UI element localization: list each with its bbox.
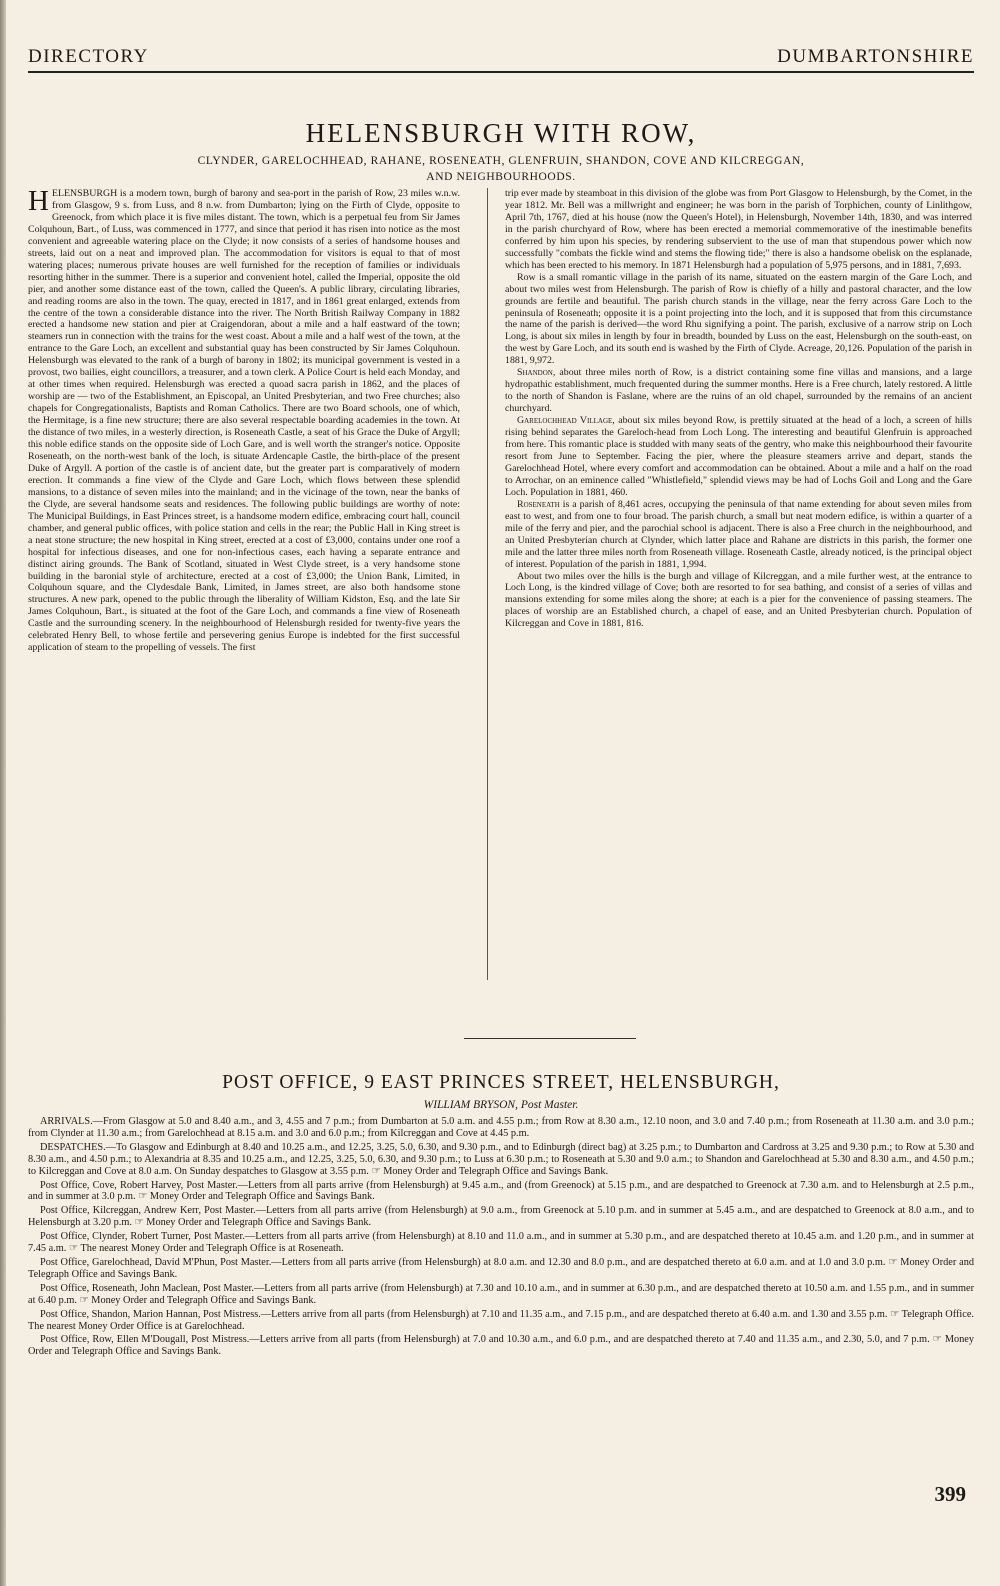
shandon-text: about three miles north of Row, is a district containing some fine villas and mansions, and a large hydropathic establishment, much frequented during the summer months. Here is a Free church, lately restored. A little to the north of Shandon is Faslane, where are the ruins of an old chapel, surrounded by the remains of an ancient churchyard. (505, 367, 972, 415)
running-header (28, 40, 974, 70)
section-title: HELENSBURGH WITH ROW, (305, 118, 697, 148)
shandon-lead: Shandon, (517, 367, 556, 379)
drop-cap: H (28, 188, 49, 217)
right-paragraph-row: Row is a small romantic village in the parish of its name, situated on the eastern margin of the Gare Loch, and about two miles west from Helensburgh. The parish of Row is chiefly of a hilly and pastoral character, and the low grounds are fertile and beautiful. The parish church stands in the village, near the ferry across Gare Loch to the peninsula of Roseneath; opposite it is a point projecting into the loch, and it is supposed that from this circumstance the name of the parish is derived—the word Rhu signifying a point. The parish, exclusive of a narrow strip on Loch Long, is about six miles in length by four in breadth, bounded by Luss on the east, Helensburgh on the south-east, on the west by Gare Loch, and its south end is washed by the Firth of Clyde. Acreage, 20,126. Population of the parish in 1881, 9,972. (505, 271, 972, 367)
right-paragraph-kilcreggan: About two miles over the hills is the burgh and village of Kilcreggan, and a mile further west, at the entrance to Loch Long, is the kindred village of Cove; both are resorted to for sea bathing, and consist of a series of villas and mansions extending for some miles along the shore; at each is a pier for the convenience of passing steamers. The places of worship are an Established church, a chapel of ease, and an United Presbyterian church. Population of Kilcreggan and Cove in 1881, 816. (505, 570, 972, 630)
subtitle-line-2: AND NEIGHBOURHOODS. (426, 171, 576, 183)
section-subtitle (28, 153, 974, 185)
despatches-paragraph: DESPATCHES.—To Glasgow and Edinburgh at 8.40 and 10.25 a.m., and 12.25, 3.25, 5.0, 6.30, and 9.30 p.m., and to Edinburgh (direct bag) at 3.25 p.m.; to Dumbarton and Cardross at 3.25 and 9.30 p.m.; to Row at 5.30 and 8.30 a.m., and 4.50 p.m.; to Alexandria at 8.35 and 10.25 a.m., and 12.25, 3.25, 5.0, 6.30, and 9.30 p.m.; to Luss at 6.30 p.m.; to Roseneath at 5.30 and 9.0 a.m.; to Shandon and Garelochhead at 5.30 and 8.30 a.m., and 4.50 p.m.; to Kilcreggan and Cove at 8.0 a.m. On Sunday despatches to Glasgow at 3.55 p.m. ☞ Money Order and Telegraph Office and Savings Bank. (28, 1141, 974, 1177)
roseneath-text: is a parish of 8,461 acres, occupying the peninsula of that name extending for about seven miles from east to west, and from one to four broad. The parish church, a small but neat modern edifice, is within a quarter of a mile of the ferry and pier, and the parochial school is adjacent. There is also a Free church in the neighbourhood, and an United Presbyterian church at Clynder, which latter place and Rahane are districts in this parish, the former one mile and the latter three miles north from Roseneath village. Roseneath Castle, already noticed, is the principal object of interest. Population of the parish in 1881, 1,994. (505, 498, 972, 570)
garelochhead-text: about six miles beyond Row, is prettily situated at the head of a loch, a screen of hills rising behind separates the Gareloch-head from Loch Long. The interesting and beautiful Glenfruin is approached from here. This romantic place is studded with many seats of the gentry, who make this neighbourhood their favourite resort from June to September. Facing the pier, where the pleasure steamers arrive and depart, stands the Garelochhead Hotel, where every comfort and accommodation can be obtained. About a mile and a half on the road to Arrochar, on an eminence called "Whistlefield," splendid views may be had of Lochs Goil and Long and the Gare Loch. Population in 1881, 460. (505, 415, 972, 498)
right-paragraph-1: trip ever made by steamboat in this division of the globe was from Port Glasgow to Helensburgh, by the Comet, in the year 1812. Mr. Bell was a millwright and engineer; he was born in the parish of Torphichen, county of Linlithgow, April 7th, 1767, died at his house (now the Queen's Hotel), in Helensburgh, November 14th, 1830, and was interred in the parish churchyard of Row, where has been erected a memorial commemorative of the inestimable benefits conferred by him upon his species, by rendering subservient to the use of man that stupendous power which now successfully "combats the fickle wind and stems the flowing tide;" there is also a handsome obelisk on the esplanade, which has been erected to his memory. In 1871 Helensburgh had a population of 5,975 persons, and in 1881, 7,693. (505, 188, 972, 271)
right-paragraph-garelochhead (505, 415, 972, 499)
clynder-paragraph: Post Office, Clynder, Robert Turner, Post Master.—Letters from all parts arrive (from Helensburgh) at 8.10 and 11.0 a.m., and in summer at 5.30 p.m., and are despatched thereto at 10.45 a.m. and 1.20 p.m., and in summer at 7.45 a.m. ☞ The nearest Money Order and Telegraph Office is at Roseneath. (28, 1231, 974, 1255)
cove-paragraph: Post Office, Cove, Robert Harvey, Post Master.—Letters from all parts arrive (from Helensburgh) at 9.45 a.m., and (from Greenock) at 5.15 p.m., and are despatched to Greenock at 7.30 a.m. and to Helensburgh at 2.5 p.m., and in summer at 3.0 p.m. ☞ Money Order and Telegraph Office and Savings Bank. (28, 1179, 974, 1203)
shandon-paragraph: Post Office, Shandon, Marion Hannan, Post Mistress.—Letters arrive from all parts (from Helensburgh) at 7.10 and 11.35 a.m., and 7.15 p.m., and are despatched thereto at 6.40 a.m. and 1.30 and 3.55 p.m. ☞ Telegraph Office. The nearest Money Order Office is at Garelochhead. (28, 1308, 974, 1332)
row-paragraph: Post Office, Row, Ellen M'Dougall, Post Mistress.—Letters arrive from all parts (from Helensburgh) at 7.0 and 10.30 a.m., and 6.0 p.m., and are despatched thereto at 7.40 and 11.35 a.m., and 2.30, 5.0, and 7 p.m. ☞ Money Order and Telegraph Office and Savings Bank. (28, 1334, 974, 1358)
roseneath-lead: Roseneath (517, 498, 560, 510)
right-paragraph-shandon (505, 367, 972, 415)
subtitle-line-1: CLYNDER, GARELOCHHEAD, RAHANE, ROSENEATH, GLENFRUIN, SHANDON, COVE AND KILCREGGAN, (197, 155, 805, 167)
binding-edge (0, 0, 6, 1586)
column-divider (487, 188, 488, 980)
right-column (505, 188, 972, 980)
post-office-body (28, 1116, 974, 1486)
arrivals-paragraph: ARRIVALS.—From Glasgow at 5.0 and 8.40 a.m., and 3, 4.55 and 7 p.m.; from Dumbarton at 5.0 a.m. and 4.55 p.m.; from Row at 8.30 a.m., 12.10 noon, and 3.0 and 7.40 p.m.; from Roseneath at 11.30 a.m. and 3.0 p.m.; from Clynder at 11.30 a.m.; from Garelochhead at 8.15 a.m. and 3.0 and 6.0 p.m.; from Kilcreggan and Cove at 4.45 p.m. (28, 1116, 974, 1139)
garelochhead-paragraph: Post Office, Garelochhead, David M'Phun, Post Master.—Letters from all parts arrive (from Helensburgh) at 8.0 a.m. and 12.30 and 8.0 p.m., and are despatched thereto at 6.0 a.m. and at 1.0 and 3.0 p.m. ☞ Money Order and Telegraph Office and Savings Bank. (28, 1256, 974, 1280)
section-separator (464, 1038, 636, 1039)
kilcreggan-paragraph: Post Office, Kilcreggan, Andrew Kerr, Post Master.—Letters from all parts arrive (from Helensburgh) at 9.0 a.m., from Greenock at 5.10 p.m. and in summer at 5.45 a.m., and are despatched to Greenock at 8.0 a.m., and to Helensburgh at 3.20 p.m. ☞ Money Order and Telegraph Office and Savings Bank. (28, 1205, 974, 1229)
left-paragraph-1: ELENSBURGH is a modern town, burgh of barony and sea-port in the parish of Row, 23 miles w.n.w. from Glasgow, 9 s. from Luss, and 8 n.w. from Dumbarton; lying on the Firth of Clyde, opposite to Greenock, from which place it is five miles distant. The town, which is a perpetual feu from Sir James Colquhoun, Bart., of Luss, was commenced in 1777, and since that period it has risen into notice as the most convenient and agreeable watering place on the Clyde; it now consists of a series of handsome houses and streets, laid out on a neat and improved plan. The accommodation for visitors is equal to that of most watering places; numerous private houses are well furnished for the reception of families or individuals resorting hither in the summer. There is a superior and convenient hotel, called the Imperial, opposite the old pier, and another some distance east of the town, called the Queen's. A public library, circulating libraries, and reading rooms are also in the town. The quay, erected in 1817, and in 1861 great enlarged, extends from the centre of the town a considerable distance into the river. The North British Railway Company in 1882 erected a handsome new station and pier at Craigendoran, about a mile and a half eastward of the town; steamers run in connection with the trains for the west coast. About a mile and a half west of the town, at the entrance to the Gare Loch, an excellent and substantial quay has been constructed by Sir James Colquhoun. Helensburgh was elevated to the rank of a burgh of barony in 1802; its municipal government is vested in a provost, two bailies, eight councillors, a treasurer, and a town clerk. A Police Court is held each Monday, and at other times when required. Helensburgh was erected a quoad sacra parish in 1862, and the places of worship are — two of the Establishment, an Episcopal, an United Presbyterian, and two Free churches; also chapels for Congregationalists, Baptists and Roman Catholics. There are two Board schools, one of which, the Hermitage, is a fine new structure; there are also several respectable boarding academies in the town. At the distance of two miles, in a westerly direction, is Roseneath Castle, a seat of his Grace the Duke of Argyll; this noble edifice stands on the opposite side of Loch Gare, and is well worth the stranger's notice. Opposite Roseneath, on the north-west bank of the loch, is situate Ardencaple Castle, the birth-place of the present Duke of Argyll. A portion of the castle is of ancient date, but the greater part is comparatively of modern erection. It commands a fine view of the Clyde and Gare Loch, which flows between these splendid mansions, to a distance of seven miles into the mainland; and in the vicinage of the town, near the banks of the Clyde, are several handsome seats and residences. The following public buildings are worthy of note: The Municipal Buildings, in East Princes street, is a handsome modern edifice, embracing court hall, council chamber, and general public offices, with police station and cells in the rear; the Public Hall in King street is a neat stone structure; the new hospital in King street, erected at a cost of £3,000, contains under one roof a hospital for infectious diseases, and one for non-infectious cases, each having a separate entrance and distinct airing grounds. The Bank of Scotland, situated in West Clyde street, is a very handsome stone building in the baronial style of architecture, erected at a cost of £3,000; the Union Bank, Limited, in Colquhoun square, and the Clydesdale Bank, Limited, in James street, are also both handsome stone structures. A new park, opened to the public through the liberality of William Kidston, Esq. and the late Sir James Colquhoun, Bart., is situated at the foot of the Gare Loch, and commands a fine view of Roseneath Castle and the surrounding scenery. In the neighbourhood of Helensburgh resided for twenty-five years the celebrated Henry Bell, to whose fertile and persevering genius Europe is indebted for the first successful application of steam to the propelling of vessels. The first (28, 188, 460, 654)
garelochhead-lead: Garelochhead Village, (517, 415, 615, 427)
roseneath-paragraph: Post Office, Roseneath, John Maclean, Post Master.—Letters from all parts arrive (from Helensburgh) at 7.30 and 10.10 a.m., and in summer at 6.30 p.m., and are despatched thereto at 10.50 a.m. and 1.55 p.m., and in summer at 6.40 p.m. ☞ Money Order and Telegraph Office and Savings Bank. (28, 1282, 974, 1306)
header-county: DUMBARTONSHIRE (777, 46, 974, 67)
page-number: 399 (934, 1482, 966, 1506)
header-rule (28, 71, 974, 73)
post-office-title: POST OFFICE, 9 EAST PRINCES STREET, HELENSBURGH, (222, 1072, 780, 1093)
description-columns (28, 188, 974, 980)
post-master: WILLIAM BRYSON, Post Master. (423, 1099, 579, 1111)
left-column (28, 188, 460, 980)
right-paragraph-roseneath (505, 499, 972, 571)
header-directory: DIRECTORY (28, 46, 149, 67)
